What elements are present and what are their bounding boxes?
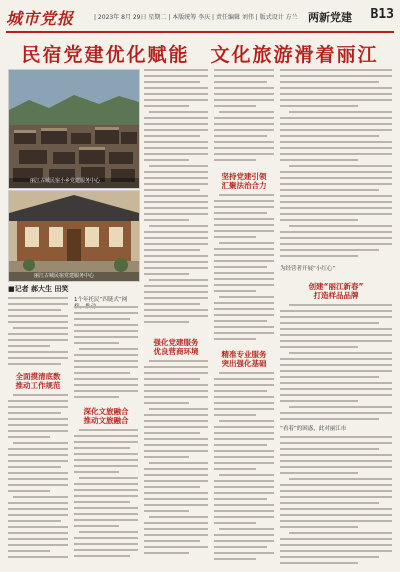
body-text-col5a (280, 69, 392, 264)
photo-caption-1: 丽江古城民宿小乡党建服务中心 (30, 178, 101, 184)
newspaper-logo: 城市党报 (6, 9, 75, 28)
page-number: B13 (370, 7, 394, 22)
body-text-col2a (74, 306, 138, 404)
body-text-col4c (214, 372, 274, 566)
subhead-2: 深化文旅融合 推动文旅融合 (83, 407, 129, 425)
article-headline: 民宿党建优化赋能 文化旅游滑着丽江 (21, 44, 379, 66)
subhead-6: 创建“丽江新春” 打造样品品牌 (308, 282, 364, 300)
body-text-col4b (214, 194, 274, 346)
body-text-col3a (144, 69, 208, 334)
subhead-1: 全面摸清底数 推动工作规范 (15, 372, 61, 390)
body-text-col2b (74, 429, 138, 566)
masthead (6, 6, 394, 30)
body-text-col5c (280, 436, 392, 566)
body-text-col4a (214, 69, 274, 169)
snippet-2: 为经营者开展“小红心” (280, 266, 336, 272)
photo-courtyard (8, 190, 140, 282)
masthead-rule (6, 31, 394, 33)
photo-caption-2: 丽江古城民宿党建服务中心 (34, 273, 95, 279)
snippet-3: “看着”的困惑，此对丽江市 (280, 426, 347, 432)
body-text-col3b (144, 360, 208, 566)
photo-town-aerial (8, 69, 140, 189)
body-text-col5b (280, 304, 392, 424)
body-text-col1a (8, 297, 68, 367)
subhead-4: 坚持党建引领 汇聚法治合力 (221, 172, 267, 190)
byline: ■记者 郝大生 田笑 (8, 285, 69, 293)
body-text-col1b (8, 394, 68, 566)
section-title: 两新党建 (308, 11, 352, 24)
snippet-1: 1个年托民“四链式”网 (74, 297, 128, 303)
subhead-5: 精准专业服务 突出强化基础 (221, 350, 267, 368)
issue-meta: | 2023年 8月 29日 星期二 | 本版统筹 李庆 | 责任编辑 刘伟 | 版式设计 方兰 (94, 14, 298, 21)
subhead-3: 强化党建服务 优良营商环境 (153, 338, 199, 356)
